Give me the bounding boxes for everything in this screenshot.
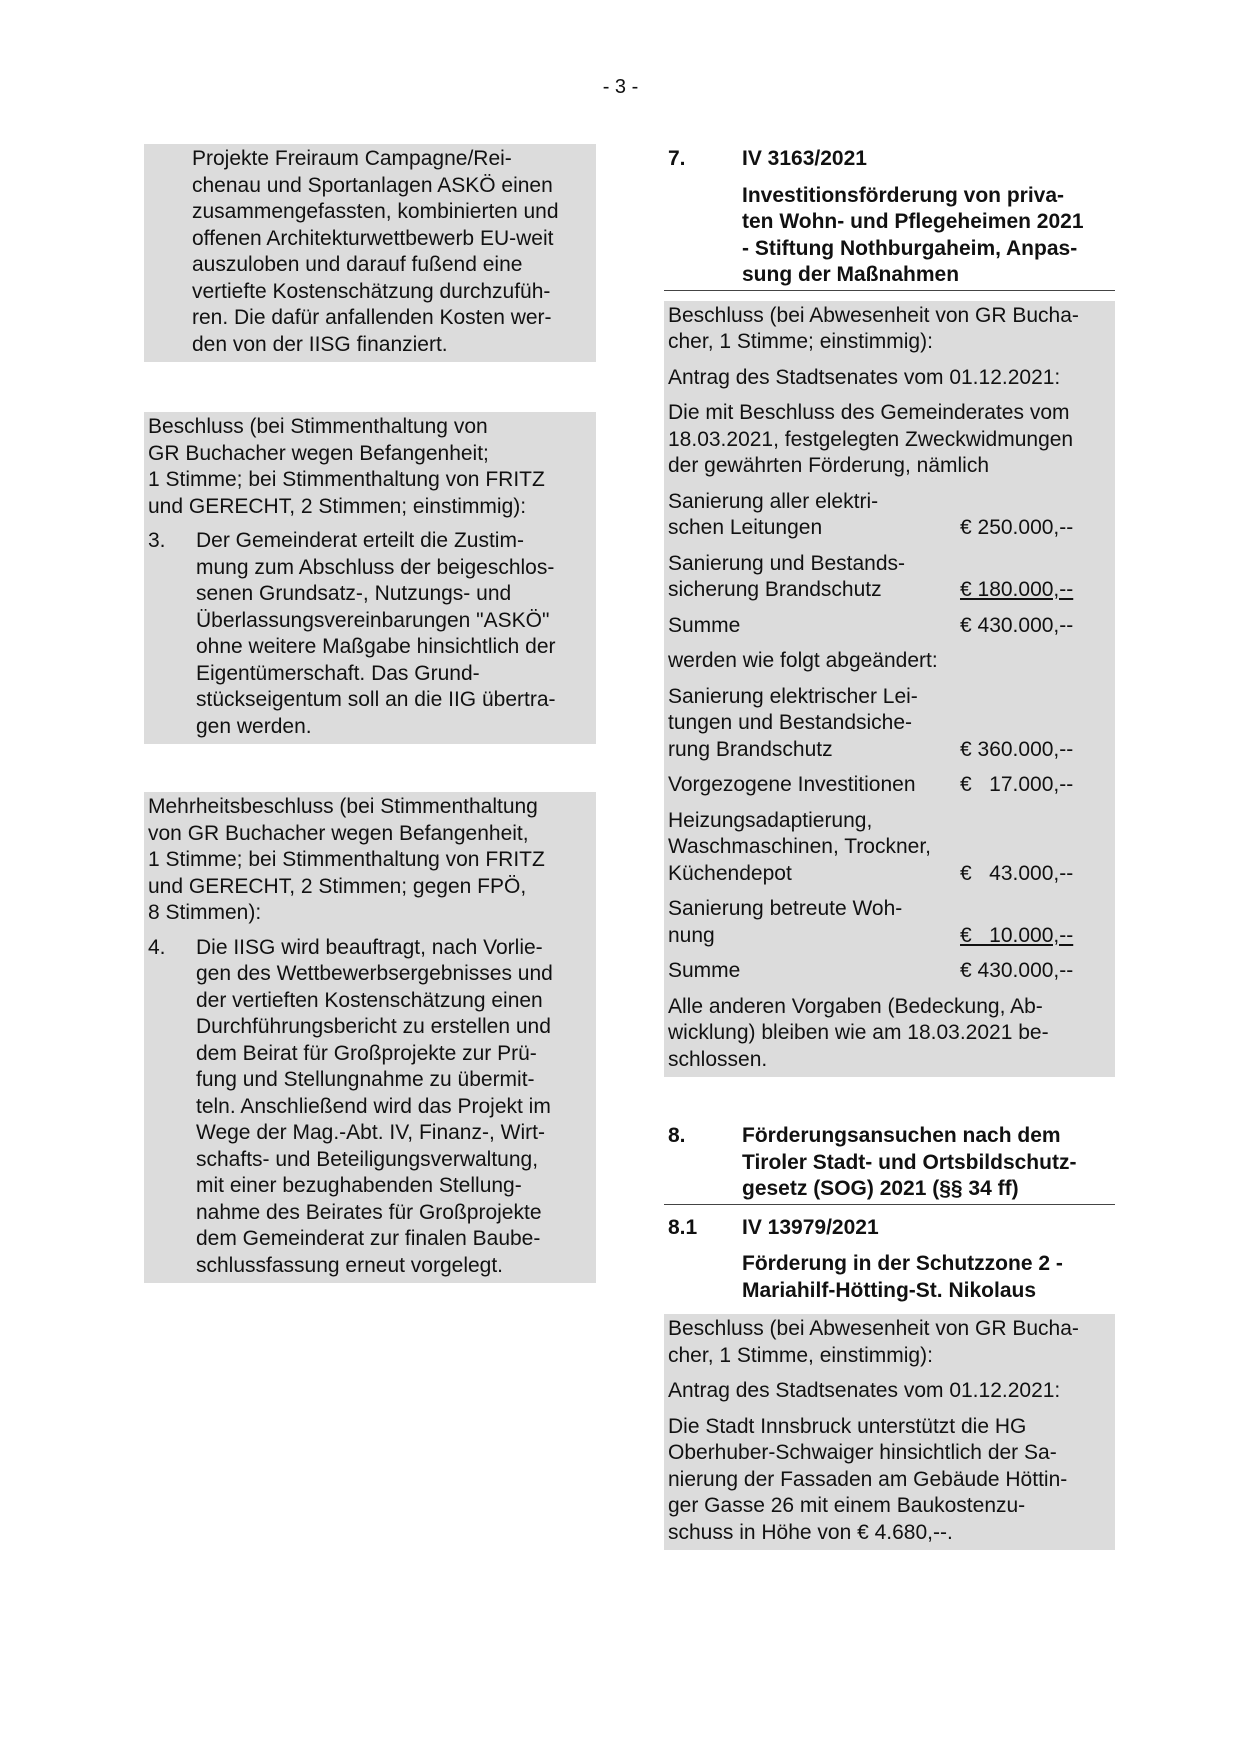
amount-label: Sanierung aller elektri-	[668, 489, 879, 513]
amount-value: € 360.000,--	[960, 737, 1074, 761]
item-number: 8.	[668, 1124, 686, 1147]
text-line: Oberhuber-Schwaiger hinsichtlich der Sa-	[668, 1441, 1057, 1464]
text-line: schlossen.	[668, 1047, 768, 1071]
text-line: Die Stadt Innsbruck unterstützt die HG	[668, 1414, 1027, 1438]
text-line: Förderung in der Schutzzone 2 -	[742, 1252, 1063, 1275]
amount-value: € 430.000,--	[960, 613, 1074, 637]
right-column	[664, 0, 1115, 1550]
text-line: wicklung) bleiben wie am 18.03.2021 be-	[668, 1021, 1049, 1044]
text-line: von GR Buchacher wegen Befangenheit,	[148, 821, 529, 845]
text-line: Mehrheitsbeschluss (bei Stimmenthaltung	[148, 795, 538, 818]
text-line: 18.03.2021, festgelegten Zweckwidmungen	[668, 427, 1074, 451]
resolution-item-4	[148, 935, 592, 1280]
text-line: gesetz (SOG) 2021 (§§ 34 ff)	[742, 1177, 1019, 1200]
text-line: GR Buchacher wegen Befangenheit;	[148, 441, 489, 465]
resolution-item-3	[148, 528, 592, 740]
text-line: teln. Anschließend wird das Projekt im	[196, 1094, 551, 1118]
text-line: der vertieften Kostenschätzung einen	[196, 988, 543, 1012]
item-code: IV 13979/2021	[742, 1215, 879, 1239]
change-line: werden wie folgt abgeändert:	[668, 649, 938, 672]
text-line: sung der Maßnahmen	[742, 263, 960, 286]
amount-label: Sanierung betreute Woh-	[668, 897, 903, 920]
text-line: den von der IISG finanziert.	[192, 332, 448, 356]
amount-label: Heizungsadaptierung,	[668, 808, 873, 832]
text-line: Tiroler Stadt- und Ortsbildschutz-	[742, 1150, 1077, 1174]
resolution-block-8-1	[664, 1314, 1115, 1550]
text-line: und GERECHT, 2 Stimmen; gegen FPÖ,	[148, 874, 527, 898]
amount-label: Sanierung und Bestands-	[668, 551, 905, 575]
resolution-block-7	[664, 301, 1115, 1078]
text-line: dem Beirat für Großprojekte zur Prü-	[196, 1041, 537, 1065]
text-line: Beschluss (bei Abwesenheit von GR Bucha-	[668, 303, 1079, 327]
text-line: stückseigentum soll an die IIG übertra-	[196, 688, 556, 711]
text-line: Der Gemeinderat erteilt die Zustim-	[196, 529, 524, 552]
item-number: 4.	[148, 935, 166, 959]
amount-value: € 10.000,--	[960, 923, 1074, 947]
amount-row	[668, 551, 1111, 604]
item-code: IV 3163/2021	[742, 147, 867, 170]
item-number: 8.1	[668, 1215, 698, 1239]
text-line: ohne weitere Maßgabe hinsichtlich der	[196, 635, 556, 658]
amount-row	[668, 896, 1111, 949]
text-line: Beschluss (bei Abwesenheit von GR Bucha-	[668, 1317, 1079, 1340]
item-7-title	[664, 183, 1115, 289]
text-line: cher, 1 Stimme; einstimmig):	[668, 330, 933, 353]
amount-label: Waschmaschinen, Trockner,	[668, 835, 931, 858]
text-line: chenau und Sportanlagen ASKÖ einen	[192, 173, 553, 197]
left-column	[144, 0, 596, 1283]
text-line: Eigentümerschaft. Das Grund-	[196, 661, 480, 685]
item-number: 7.	[668, 147, 686, 170]
amount-label: Küchendepot	[668, 861, 792, 885]
text-line: cher, 1 Stimme, einstimmig):	[668, 1343, 933, 1367]
amount-label: rung Brandschutz	[668, 737, 833, 761]
item-8-heading	[664, 1123, 1115, 1205]
amount-label: sicherung Brandschutz	[668, 578, 882, 601]
text-line: und GERECHT, 2 Stimmen; einstimmig):	[148, 494, 527, 518]
text-line: schuss in Höhe von € 4.680,--.	[668, 1520, 953, 1544]
item-number: 3.	[148, 529, 166, 552]
text-line: gen werden.	[196, 714, 312, 738]
motion-line: Antrag des Stadtsenates vom 01.12.2021:	[668, 365, 1061, 389]
text-line: nierung der Fassaden am Gebäude Höttin-	[668, 1467, 1068, 1491]
text-line: gen des Wettbewerbsergebnisses und	[196, 962, 553, 985]
text-line: Wege der Mag.-Abt. IV, Finanz-, Wirt-	[196, 1121, 545, 1144]
amount-label: schen Leitungen	[668, 516, 823, 539]
text-line: - Stiftung Nothburgaheim, Anpas-	[742, 236, 1078, 260]
text-line: auszuloben und darauf fußend eine	[192, 253, 523, 276]
amount-label: Summe	[668, 613, 741, 637]
motion-line: Antrag des Stadtsenates vom 01.12.2021:	[668, 1379, 1061, 1402]
text-line: dem Gemeinderat zur finalen Baube-	[196, 1227, 541, 1250]
amount-value: € 17.000,--	[960, 773, 1074, 796]
amount-row	[668, 684, 1111, 764]
text-line: 1 Stimme; bei Stimmenthaltung von FRITZ	[148, 468, 545, 491]
text-line: 1 Stimme; bei Stimmenthaltung von FRITZ	[148, 848, 545, 871]
text-line: fung und Stellungnahme zu übermit-	[196, 1068, 535, 1091]
item-8-1-heading	[664, 1215, 1115, 1305]
text-line: mit einer bezughabenden Stellung-	[196, 1174, 522, 1197]
amount-label: tungen und Bestandsiche-	[668, 711, 913, 734]
amount-label: Sanierung elektrischer Lei-	[668, 684, 918, 708]
amount-label: Vorgezogene Investitionen	[668, 773, 916, 796]
text-line: Durchführungsbericht zu erstellen und	[196, 1015, 551, 1038]
text-line: vertiefte Kostenschätzung durchzufüh-	[192, 279, 551, 303]
amount-value: € 180.000,--	[960, 578, 1074, 601]
text-line: Alle anderen Vorgaben (Bedeckung, Ab-	[668, 994, 1043, 1018]
text-line: ten Wohn- und Pflegeheimen 2021	[742, 210, 1084, 233]
amount-row	[668, 808, 1111, 888]
text-line: Investitionsförderung von priva-	[742, 183, 1065, 207]
resolution-block-4	[144, 792, 596, 1283]
text-line: Förderungsansuchen nach dem	[742, 1124, 1061, 1147]
text-line: ren. Die dafür anfallenden Kosten wer-	[192, 306, 552, 329]
item-8-1-title	[664, 1251, 1115, 1304]
text-line: offenen Architekturwettbewerb EU-weit	[192, 226, 554, 250]
text-line: Mariahilf-Hötting-St. Nikolaus	[742, 1278, 1036, 1302]
text-line: schlussfassung erneut vorgelegt.	[196, 1253, 504, 1277]
text-line: Die IISG wird beauftragt, nach Vorlie-	[196, 935, 543, 959]
sum-row	[668, 958, 1111, 985]
amount-value: € 43.000,--	[960, 861, 1074, 885]
text-line: mung zum Abschluss der beigeschlos-	[196, 555, 555, 579]
continuation-block	[144, 144, 596, 362]
text-line: der gewährten Förderung, nämlich	[668, 454, 990, 477]
text-line: schafts- und Beteiligungsverwaltung,	[196, 1147, 539, 1171]
text-line: Die mit Beschluss des Gemeinderates vom	[668, 401, 1070, 424]
amount-label: Summe	[668, 959, 741, 982]
text-line: Überlassungsvereinbarungen "ASKÖ"	[196, 608, 550, 632]
text-line: Projekte Freiraum Campagne/Rei-	[192, 147, 512, 170]
text-line: 8 Stimmen):	[148, 901, 262, 924]
amount-label: nung	[668, 923, 715, 947]
page-number: - 3 -	[602, 76, 639, 98]
text-line: senen Grundsatz-, Nutzungs- und	[196, 582, 512, 605]
amount-value: € 250.000,--	[960, 516, 1074, 539]
amount-value: € 430.000,--	[960, 959, 1074, 982]
amount-row	[668, 772, 1111, 799]
text-line: zusammengefassten, kombinierten und	[192, 200, 559, 223]
item-7-heading	[664, 146, 1115, 291]
text-line: Beschluss (bei Stimmenthaltung von	[148, 415, 488, 438]
amount-row	[668, 489, 1111, 542]
sum-row	[668, 613, 1111, 640]
text-line: ger Gasse 26 mit einem Baukostenzu-	[668, 1494, 1026, 1517]
resolution-block-3	[144, 412, 596, 744]
text-line: nahme des Beirates für Großprojekte	[196, 1200, 542, 1224]
